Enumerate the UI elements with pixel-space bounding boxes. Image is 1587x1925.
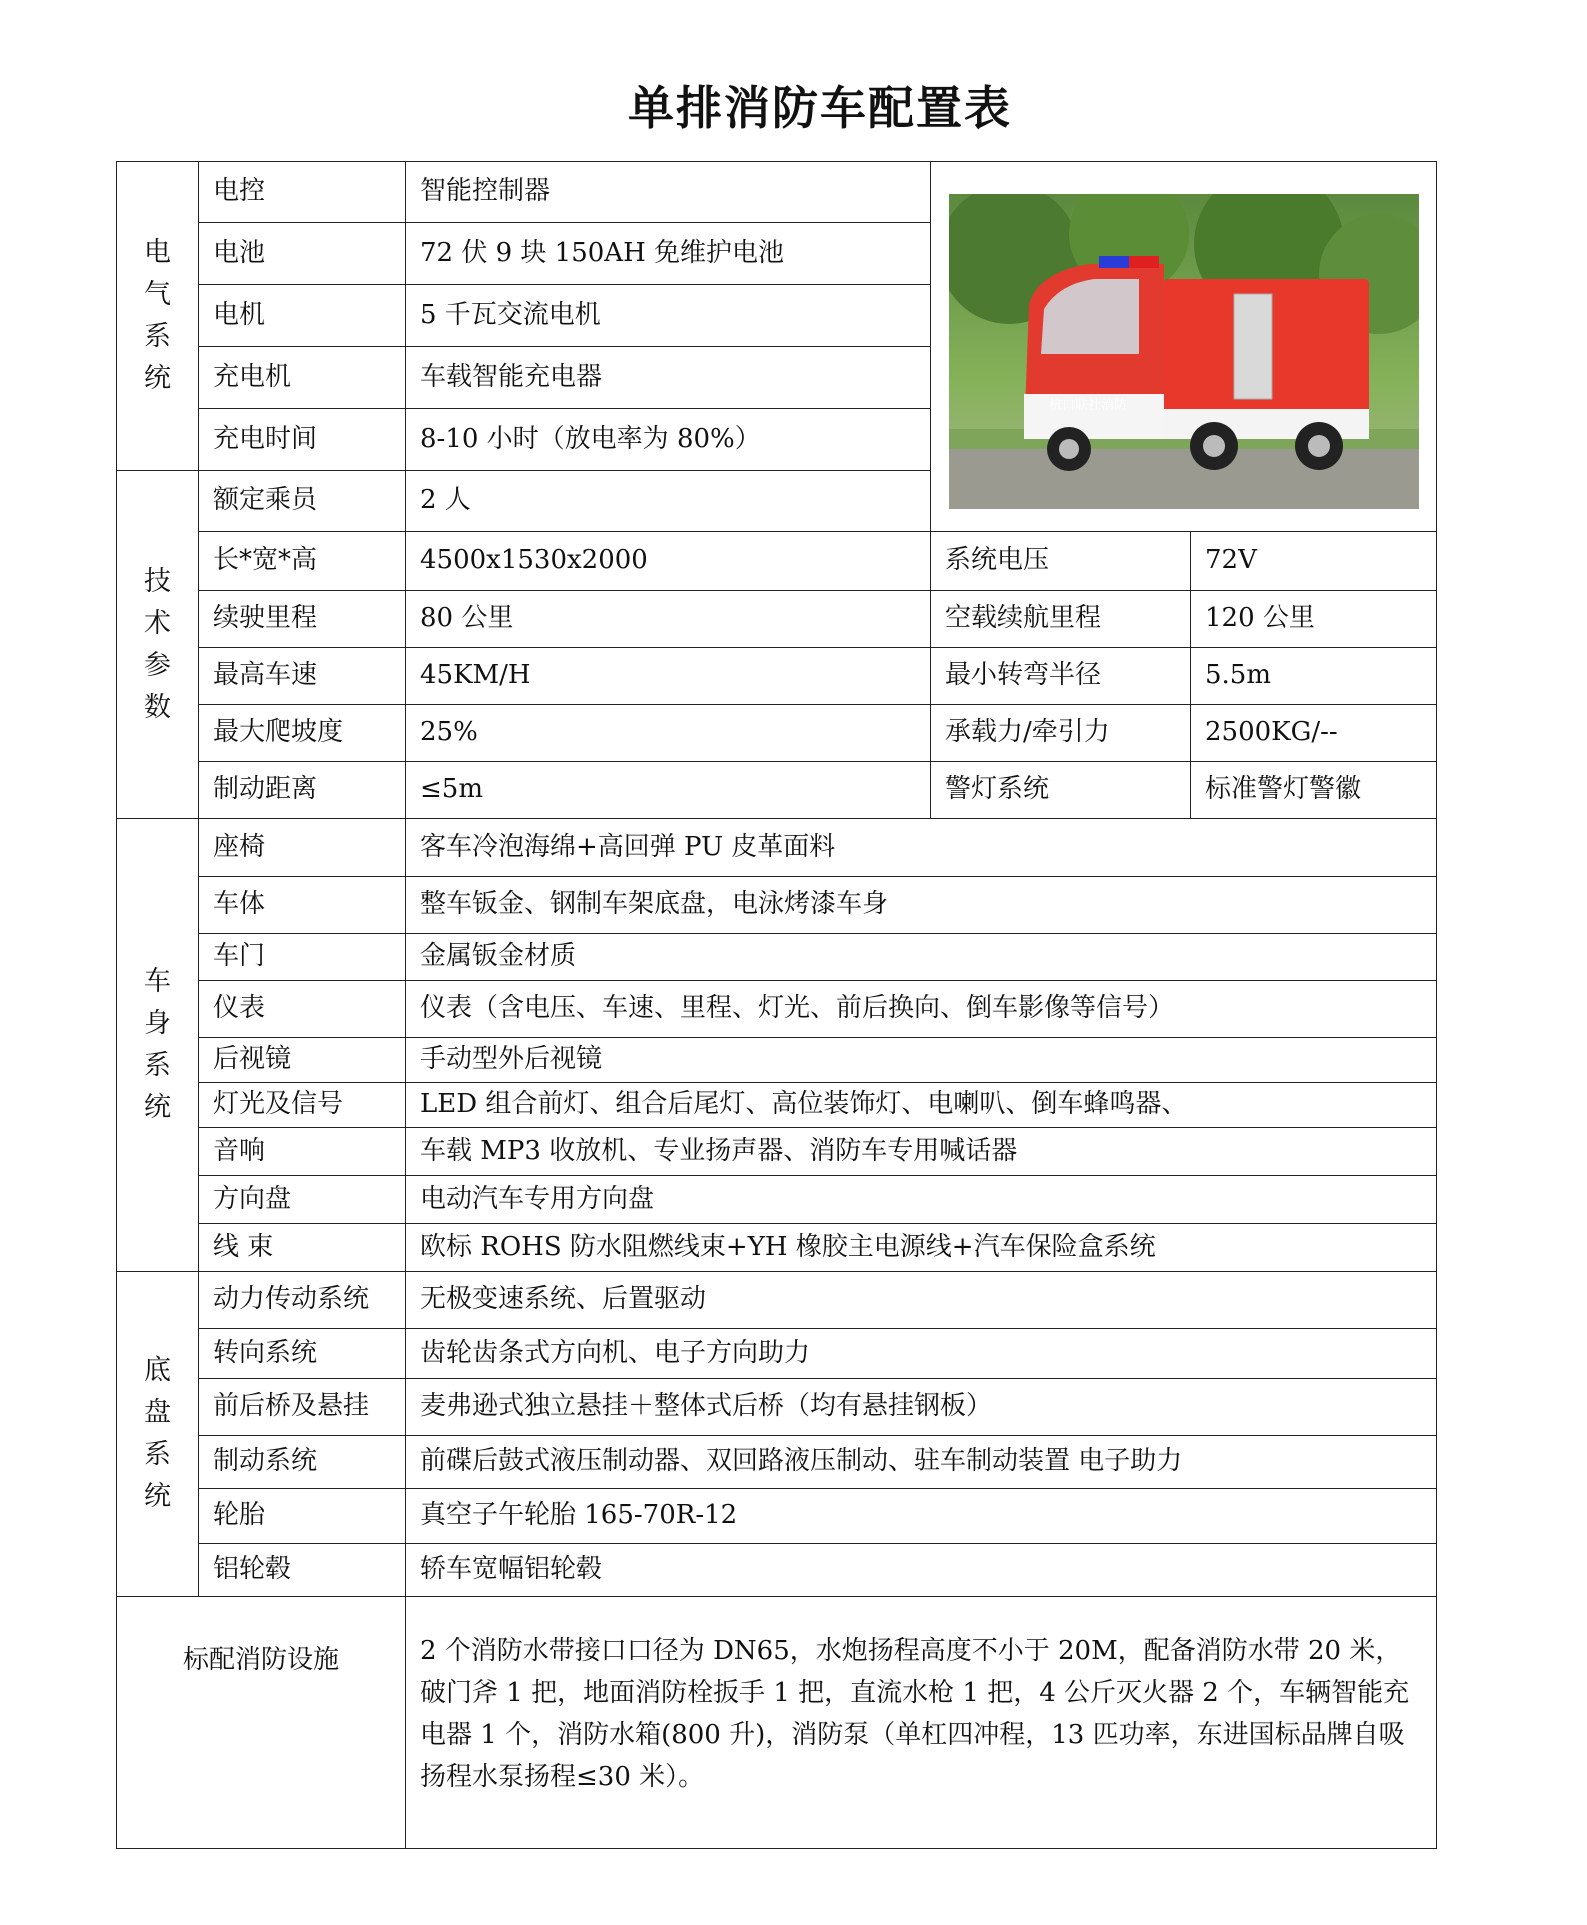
row-label: 最高车速 [199,648,406,705]
table-row [117,1489,1437,1544]
row-value: 4500x1530x2000 [406,532,931,591]
row-label: 电控 [199,162,406,223]
table-row [117,1083,1437,1128]
svg-text:杭口联社消防: 杭口联社消防 [1048,397,1127,413]
table-row [117,1597,1437,1849]
row-label: 后视镜 [199,1038,406,1083]
row-value: LED 组合前灯、组合后尾灯、高位装饰灯、电喇叭、倒车蜂鸣器、 [406,1083,1437,1128]
row-value-2: 标准警灯警徽 [1191,762,1437,819]
row-label: 动力传动系统 [199,1272,406,1329]
row-label: 灯光及信号 [199,1083,406,1128]
row-value: 25% [406,705,931,762]
spec-table [116,161,1437,1849]
row-value: 2 人 [406,471,931,532]
row-label: 车体 [199,877,406,934]
table-row [117,705,1437,762]
category-chassis: 底 盘 系 统 [117,1272,199,1597]
table-row [117,648,1437,705]
row-value: ≤5m [406,762,931,819]
fire-truck-photo [949,194,1419,509]
row-value: 车载 MP3 收放机、专业扬声器、消防车专用喊话器 [406,1128,1437,1176]
table-row [117,1329,1437,1379]
table-row [117,1379,1437,1436]
row-value: 手动型外后视镜 [406,1038,1437,1083]
row-value-2: 72V [1191,532,1437,591]
row-label: 车门 [199,934,406,981]
row-value-2: 5.5m [1191,648,1437,705]
row-label-2: 空载续航里程 [931,591,1191,648]
row-value: 72 伏 9 块 150AH 免维护电池 [406,223,931,285]
row-label: 充电机 [199,347,406,409]
row-value: 整车钣金、钢制车架底盘，电泳烤漆车身 [406,877,1437,934]
table-row [117,1436,1437,1489]
table-row [117,532,1437,591]
table-row [117,591,1437,648]
row-value: 无极变速系统、后置驱动 [406,1272,1437,1329]
row-value: 仪表（含电压、车速、里程、灯光、前后换向、倒车影像等信号） [406,981,1437,1038]
row-label: 长*宽*高 [199,532,406,591]
row-value: 8-10 小时（放电率为 80%） [406,409,931,471]
standard-equipment-value: 2 个消防水带接口口径为 DN65，水炮扬程高度不小于 20M，配备消防水带 20 米，破门斧 1 把，地面消防栓扳手 1 把，直流水枪 1 把，4 公斤灭火器 2 个，车辆智能充电器 1 个，消防水箱(800 升)，消防泵（单杠四冲程，13 匹功率，东进国标品牌自吸扬程水泵扬程≤30 米）。 [406,1597,1437,1849]
row-value: 客车冷泡海绵+高回弹 PU 皮革面料 [406,819,1437,877]
category-body: 车 身 系 统 [117,819,199,1272]
row-value: 真空子午轮胎 165-70R-12 [406,1489,1437,1544]
row-label: 转向系统 [199,1329,406,1379]
category-technical: 技 术 参 数 [117,471,199,819]
row-label-2: 警灯系统 [931,762,1191,819]
row-value: 前碟后鼓式液压制动器、双回路液压制动、驻车制动装置 电子助力 [406,1436,1437,1489]
row-value: 车载智能充电器 [406,347,931,409]
row-label: 轮胎 [199,1489,406,1544]
row-label: 前后桥及悬挂 [199,1379,406,1436]
row-label: 续驶里程 [199,591,406,648]
table-row [117,1272,1437,1329]
table-row [117,981,1437,1038]
row-label: 制动距离 [199,762,406,819]
row-value: 麦弗逊式独立悬挂＋整体式后桥（均有悬挂钢板） [406,1379,1437,1436]
category-electrical: 电 气 系 统 [117,162,199,471]
row-label: 充电时间 [199,409,406,471]
table-row [117,877,1437,934]
vehicle-photo-cell [931,162,1437,532]
row-label: 电池 [199,223,406,285]
row-value-2: 120 公里 [1191,591,1437,648]
table-row [117,1038,1437,1083]
row-value: 80 公里 [406,591,931,648]
table-row [117,1128,1437,1176]
table-row [117,1176,1437,1224]
row-value: 欧标 ROHS 防水阻燃线束+YH 橡胶主电源线+汽车保险盒系统 [406,1224,1437,1272]
row-value: 智能控制器 [406,162,931,223]
row-label: 最大爬坡度 [199,705,406,762]
row-label: 座椅 [199,819,406,877]
row-label-2: 承载力/牵引力 [931,705,1191,762]
standard-equipment-label: 标配消防设施 [117,1597,406,1849]
table-row [117,819,1437,877]
page-title: 单排消防车配置表 [628,81,1012,135]
row-label: 线 束 [199,1224,406,1272]
table-row [117,1544,1437,1597]
table-row [117,762,1437,819]
row-label: 方向盘 [199,1176,406,1224]
row-value: 齿轮齿条式方向机、电子方向助力 [406,1329,1437,1379]
row-value: 电动汽车专用方向盘 [406,1176,1437,1224]
row-value: 轿车宽幅铝轮毂 [406,1544,1437,1597]
row-label: 电机 [199,285,406,347]
row-value: 5 千瓦交流电机 [406,285,931,347]
table-row [117,162,1437,223]
row-label: 音响 [199,1128,406,1176]
table-row [117,1224,1437,1272]
table-row [117,934,1437,981]
row-label: 铝轮毂 [199,1544,406,1597]
row-label-2: 最小转弯半径 [931,648,1191,705]
row-label: 额定乘员 [199,471,406,532]
row-label: 仪表 [199,981,406,1038]
row-value: 45KM/H [406,648,931,705]
row-value: 金属钣金材质 [406,934,1437,981]
row-value-2: 2500KG/-- [1191,705,1437,762]
row-label: 制动系统 [199,1436,406,1489]
row-label-2: 系统电压 [931,532,1191,591]
